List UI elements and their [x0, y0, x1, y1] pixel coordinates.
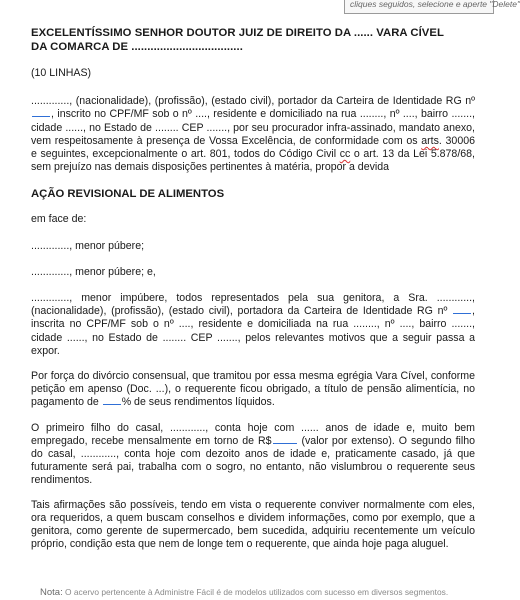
spellcheck-cc: cc — [339, 148, 351, 161]
footer-label: Nota: — [40, 587, 63, 598]
p1-text-c: . 30006 e seguintes, excepcionalmente o art. 801, todos do Código Civil — [31, 134, 476, 161]
p2-text-b: , inscrita no CPF/MF sob o nº ...., residente e domiciliada na rua ........, nº ...., bairro ......., cidade ......, no Estado de ........ CEP ......., pelos relevantes motivos que a seguir passa a expor. — [31, 305, 475, 357]
rg-blank-field-2[interactable] — [453, 305, 471, 314]
paragraph-plaintiff — [31, 95, 475, 174]
value-blank-field[interactable] — [273, 435, 297, 444]
lines-note: (10 LINHAS) — [31, 67, 92, 79]
heading-line-1: EXCELENTÍSSIMO SENHOR DOUTOR JUIZ DE DIREITO DA ...... VARA CÍVEL — [31, 27, 444, 39]
petition-heading — [31, 26, 475, 54]
face-label: em face de: — [31, 213, 87, 226]
minor-1: ............., menor púbere; — [31, 239, 145, 252]
spellcheck-arts: arts — [421, 134, 439, 147]
p1-text-b: , inscrito no CPF/MF sob o nº ...., residente e domiciliado na rua ........, nº ...., bairro ......., cidade ......, no Estado de ........ CEP ......., por seu procurador infra-assinado, mandato anexo, vem respeitosamente à presença de Vossa Excelência, de conformidade com os — [31, 108, 475, 147]
minor-2: ............., menor púbere; e, — [31, 265, 156, 278]
instruction-tooltip — [344, 0, 520, 14]
paragraph-claims: Tais afirmações são possíveis, tendo em vista o requerente conviver normalmente com eles, ora requeridos, a quem buscam conselhos e dividem informações, como por exemplo, que a genitora, como gerente de supermercado, bem sucedida, adquiriu recentemente um veículo próprio, condição esta que nem de longe tem o requerente, que ainda hoje paga aluguel. — [31, 498, 475, 551]
p1-text-a: ............., (nacionalidade), (profissão), (estado civil), portador da Carteira de Identidade RG nº — [31, 95, 475, 108]
p1-text-d: o art. 13 da Lei 5.878/68, sem prejuízo nas demais disposições pertinentes à matéria, propor a devida — [31, 148, 475, 174]
footer-text: O acervo pertencente à Administre Fácil é de modelos utilizados com sucesso em diversos segmentos. — [62, 587, 449, 597]
tooltip-text: cliques seguidos, selecione e aperte "Delete" — [350, 0, 520, 9]
p2-text-a: ............., menor impúbere, todos representados pela sua genitora, a Sra. ............, (nacionalidade), (profissão), (estado civil), portadora da Carteira de Identidade RG nº — [31, 292, 475, 318]
paragraph-children — [31, 422, 475, 488]
p4-text-b: (valor por extenso). O segundo filho do casal, ............, conta hoje com dezoito anos de idade e, praticamente casado, já que futuramente será pai, trabalha com o sogro, no entanto, não vislumbrou o requerente seus rendimentos. — [31, 434, 476, 487]
p3-text-a: Por força do divórcio consensual, que tramitou por essa mesma egrégia Vara Cível, conforme petição em apenso (Doc. ...), o requerente ficou obrigado, a título de pensão alimentícia, no pagamento de — [31, 370, 475, 409]
p3-text-b: % de seus rendimentos líquidos. — [121, 396, 275, 409]
rg-blank-field[interactable] — [32, 108, 50, 117]
footer-note — [40, 587, 500, 598]
heading-line-2: DA COMARCA DE ................................... — [31, 41, 243, 53]
p4-text-a: O primeiro filho do casal, ............, conta hoje com ...... anos de idade e, muito bem empregado, recebe mensalmente em torno de R$ — [31, 421, 475, 447]
paragraph-defendants — [31, 292, 475, 358]
document-body — [31, 26, 475, 551]
percent-blank-field[interactable] — [103, 396, 121, 405]
paragraph-divorce — [31, 370, 475, 410]
action-title: AÇÃO REVISIONAL DE ALIMENTOS — [31, 188, 225, 201]
